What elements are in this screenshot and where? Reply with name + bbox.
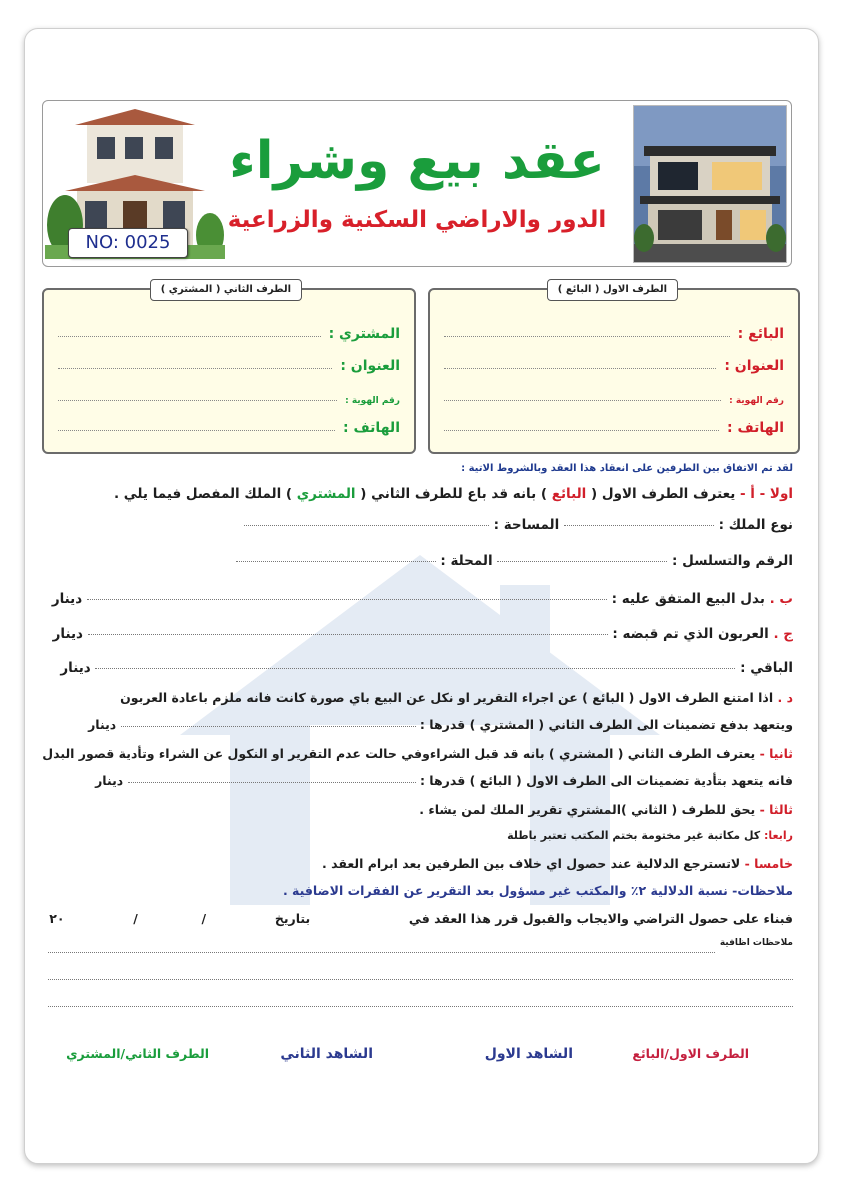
seller-name-field[interactable] xyxy=(444,335,730,337)
date-year-prefix: ٢٠ xyxy=(49,911,65,926)
clause-1 xyxy=(114,486,793,502)
number-locality-row xyxy=(236,553,793,569)
seller-id-field[interactable] xyxy=(444,399,721,401)
clause-1-seller: البائع xyxy=(551,486,587,502)
number-seq-field[interactable] xyxy=(497,560,667,562)
buyer-phone-row[interactable] xyxy=(58,412,400,436)
seller-address-label: العنوان : xyxy=(724,358,784,374)
sale-price-prefix: ب . xyxy=(769,591,793,607)
deposit-currency: دينار xyxy=(52,626,83,642)
date-sep-1: / xyxy=(201,911,207,926)
sale-price-label: بدل البيع المتفق عليه : xyxy=(611,591,765,607)
clause-1-text-a: يعترف الطرف الاول ( xyxy=(586,486,740,502)
seller-address-row[interactable] xyxy=(444,350,784,374)
contract-title: عقد بيع وشراء xyxy=(229,131,605,191)
buyer-phone-label: الهاتف : xyxy=(343,420,400,436)
deposit-prefix: ج . xyxy=(773,626,793,642)
buyer-name-label: المشتري : xyxy=(328,326,400,342)
sale-price-currency: دينار xyxy=(51,591,83,607)
property-type-field[interactable] xyxy=(564,524,714,526)
clause-3-prefix: ثالثا - xyxy=(759,802,793,817)
seller-address-field[interactable] xyxy=(444,367,716,369)
additional-notes-label: ملاحظات اظافية xyxy=(719,938,793,948)
clause-2-text1: يعترف الطرف الثاني ( المشتري ) بانه قد قبل الشراءوفي حالت عدم التقرير او النكول عن الشراء وتأدية قصور البدل xyxy=(42,746,756,761)
clause-1-prefix: اولا - أ - xyxy=(739,486,793,502)
notes-line-2[interactable] xyxy=(48,978,793,980)
clause-1-text-c: ) الملك المفصل فيما يلي . xyxy=(113,486,297,502)
clause-4 xyxy=(507,829,793,842)
clause-5-prefix: خامسا - xyxy=(744,856,793,871)
conclusion-text: فبناء على حصول التراضي والايجاب والقبول قرر هذا العقد في xyxy=(408,911,793,926)
area-field[interactable] xyxy=(244,524,489,526)
seller-name-row[interactable] xyxy=(444,318,784,342)
clause-5 xyxy=(322,856,793,871)
property-type-row xyxy=(244,517,793,533)
date-sep-2: / xyxy=(133,911,138,926)
clause-3-text: يحق للطرف ( الثاني )المشتري تقرير الملك لمن يشاء . xyxy=(419,802,756,817)
area-label: المساحة : xyxy=(493,517,560,533)
contract-number-badge: NO: 0025 xyxy=(68,228,188,258)
number-seq-label: الرقم والتسلسل : xyxy=(672,553,793,569)
clause-5-text: لاتسترجع الدلالية عند حصول اي خلاف بين الطرفين بعد ابرام العقد . xyxy=(322,856,741,871)
deposit-label: العربون الذي تم قبضه : xyxy=(612,626,769,642)
seller-phone-label: الهاتف : xyxy=(727,420,784,436)
deposit-row xyxy=(53,626,793,642)
clause-4-text: كل مكاتبة غير مختومة بختم المكتب تعتبر باطلة xyxy=(507,829,761,842)
clause-3 xyxy=(419,802,793,817)
clause-d-text2: ويتعهد بدفع تضمينات الى الطرف الثاني ( المشتري ) قدرها : xyxy=(419,717,793,732)
party2-tag: الطرف الثاني ( المشتري ) xyxy=(150,279,302,301)
seller-name-label: البائع : xyxy=(737,326,784,342)
clause-2-line2 xyxy=(95,773,793,788)
remaining-row xyxy=(60,660,793,676)
sale-price-field[interactable] xyxy=(87,598,607,600)
agreement-intro: لقد تم الاتفاق بين الطرفين على انعقاد هذا العقد وبالشروط الاتية : xyxy=(461,463,793,474)
date-label: بتاريخ xyxy=(274,911,311,926)
buyer-id-field[interactable] xyxy=(58,399,337,401)
deposit-field[interactable] xyxy=(88,633,608,635)
notes-line-3[interactable] xyxy=(48,1005,793,1007)
seller-phone-field[interactable] xyxy=(444,429,719,431)
remaining-currency: دينار xyxy=(60,660,91,676)
notes-line-1[interactable] xyxy=(48,951,715,953)
clause-2-amount-field[interactable] xyxy=(128,781,416,783)
locality-label: المحلة : xyxy=(440,553,493,569)
clause-d-amount-field[interactable] xyxy=(121,725,416,727)
remaining-label: الباقي : xyxy=(740,660,793,676)
clause-1-buyer: المشتري xyxy=(296,486,356,502)
seller-id-label: رقم الهوية : xyxy=(729,396,784,406)
remaining-field[interactable] xyxy=(95,667,735,669)
clause-d-text1: اذا امتنع الطرف الاول ( البائع ) عن اجراء التقرير او نكل عن البيع باي صورة كانت فانه ملزم باعادة العربون xyxy=(120,690,774,705)
buyer-address-label: العنوان : xyxy=(340,358,400,374)
buyer-id-row[interactable] xyxy=(58,382,400,406)
contract-subtitle: الدور والاراضي السكنية والزراعية xyxy=(227,207,607,233)
party2-box xyxy=(42,284,416,454)
house-photo-right xyxy=(633,105,787,263)
clause-2-text2: فانه يتعهد بتأدية تضمينات الى الطرف الاول ( البائع ) قدرها : xyxy=(419,773,793,788)
clause-2-line1 xyxy=(42,746,793,761)
clause-4-prefix: رابعا: xyxy=(764,829,793,842)
fees-note: ملاحظات- نسبة الدلالية ٢٪ والمكتب غير مسؤول بعد التقرير عن الفقرات الاضافية . xyxy=(282,883,793,898)
seller-id-row[interactable] xyxy=(444,382,784,406)
signature-witness2: الشاهد الثاني xyxy=(280,1046,373,1062)
locality-field[interactable] xyxy=(236,560,436,562)
buyer-name-row[interactable] xyxy=(58,318,400,342)
clause-d-currency: دينار xyxy=(88,717,117,732)
signature-party2: الطرف الثاني/المشتري xyxy=(66,1046,209,1061)
clause-2-prefix: ثانيا - xyxy=(759,746,793,761)
seller-phone-row[interactable] xyxy=(444,412,784,436)
signature-party1: الطرف الاول/البائع xyxy=(632,1046,749,1061)
clause-d-line2 xyxy=(88,717,793,732)
clause-d-prefix: د . xyxy=(777,690,793,705)
clause-d-line1 xyxy=(120,690,793,705)
party1-tag: الطرف الاول ( البائع ) xyxy=(547,279,678,301)
buyer-address-row[interactable] xyxy=(58,350,400,374)
sale-price-row xyxy=(52,591,793,607)
clause-1-text-b: ) بانه قد باع للطرف الثاني ( xyxy=(355,486,552,502)
clause-2-currency: دينار xyxy=(95,773,124,788)
conclusion-row xyxy=(48,911,793,926)
buyer-id-label: رقم الهوية : xyxy=(345,396,400,406)
party1-box xyxy=(428,284,800,454)
signature-witness1: الشاهد الاول xyxy=(484,1046,573,1062)
buyer-name-field[interactable] xyxy=(58,335,321,337)
buyer-address-field[interactable] xyxy=(58,367,332,369)
property-type-label: نوع الملك : xyxy=(718,517,793,533)
buyer-phone-field[interactable] xyxy=(58,429,335,431)
